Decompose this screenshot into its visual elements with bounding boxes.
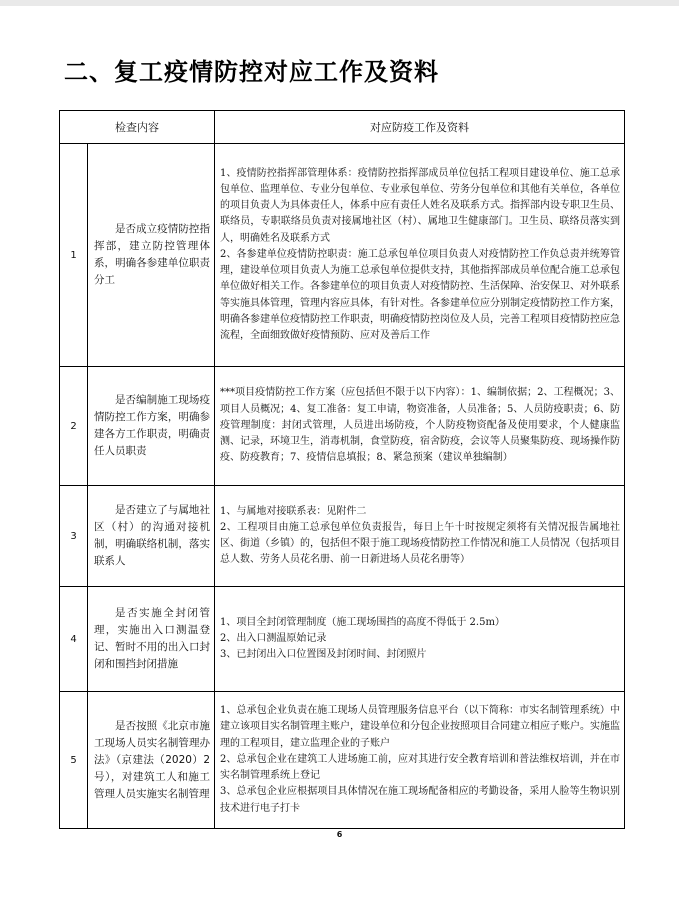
check-item: 是否建立了与属地社区（村）的沟通对接机制，明确联络机制，落实联系人 xyxy=(88,486,215,587)
table-row xyxy=(60,367,625,486)
material-line: 2、工程项目由施工总承包单位负责报告，每日上午十时按规定须将有关情况报告属地社区、街道（乡镇）的，包括但不限于施工现场疫情防控工作情况和施工人员情况（包括项目总人数、劳务人员花名册、前一日新进场人员花名册等） xyxy=(220,521,620,566)
table-header-row xyxy=(60,111,625,144)
material-line: 1、项目全封闭管理制度（施工现场围挡的高度不得低于 2.5m） xyxy=(220,616,505,628)
page-title: 二、复工疫情防控对应工作及资料 xyxy=(64,58,439,86)
material-line: 1、疫情防控指挥部管理体系：疫情防控指挥部成员单位包括工程项目建设单位、施工总承包单位、监理单位、专业分包单位、专业承包单位、劳务分包单位和其他有关单位，各单位的项目负责人为具体责任人，体系中应有责任人姓名及联系方式。指挥部内设专职卫生员、联络员，专职联络员负责对接属地社区（村）、属地卫生健康部门。卫生员、联络员落实到人，明确姓名及联系方式 xyxy=(220,167,620,244)
inspection-table xyxy=(59,110,625,829)
table-row xyxy=(60,486,625,587)
page-number: 6 xyxy=(336,830,343,839)
header-materials: 对应防疫工作及资料 xyxy=(215,111,625,144)
material-line: 1、与属地对接联系表：见附件二 xyxy=(220,505,367,517)
material-line: ***项目疫情防控工作方案（应包括但不限于以下内容）：1、编制依据；2、工程概况；3、项目人员概况；4、复工准备：复工申请，物资准备，人员准备；5、人员防疫职责；6、防疫管理制度：封闭式管理，人员进出场防疫，个人防疫物资配备及使用要求，个人健康监测、记录，环境卫生，消毒机制，食堂防疫，宿舍防疫，会议等人员聚集防疫、现场操作防疫、防疫教育；7、疫情信息填报；8、紧急预案（建议单独编制） xyxy=(220,387,620,464)
row-number: 5 xyxy=(60,692,88,829)
table-row xyxy=(60,587,625,692)
material-line: 2、各参建单位疫情防控职责：施工总承包单位项目负责人对疫情防控工作负总责并统筹管理，建设单位项目负责人为施工总承包单位提供支持，其他指挥部成员单位配合施工总承包单位做好相关工作。各参建单位的项目负责人对疫情防控、生活保障、治安保卫、对外联系等实施具体管理，管理内容应具体，有针对性。各参建单位应分别制定疫情防控工作方案，明确各参建单位疫情防控工作职责，明确疫情防控岗位及人员，完善工程项目疫情防控应急流程，全面细致做好疫情预防、应对及善后工作 xyxy=(220,248,620,341)
material-line: 1、总承包企业负责在施工现场人员管理服务信息平台（以下简称：市实名制管理系统）中建立该项目实名制管理主账户，建设单位和分包企业按照项目合同建立相应子账户。实施监理的工程项目，建立监理企业的子账户 xyxy=(220,705,620,749)
table-row xyxy=(60,692,625,829)
table-row xyxy=(60,144,625,367)
row-number: 1 xyxy=(60,144,88,367)
materials-cell xyxy=(215,144,625,367)
materials-cell xyxy=(215,587,625,692)
materials-cell xyxy=(215,367,625,486)
page-top-strip xyxy=(0,0,679,6)
material-line: 2、总承包企业在建筑工人进场施工前，应对其进行安全教育培训和普法维权培训，并在市实名制管理系统上登记 xyxy=(220,753,620,782)
row-number: 2 xyxy=(60,367,88,486)
material-line: 3、总承包企业应根据项目具体情况在施工现场配备相应的考勤设备，采用人脸等生物识别技术进行电子打卡 xyxy=(220,786,620,814)
materials-cell xyxy=(215,692,625,829)
check-item: 是否按照《北京市施工现场人员实名制管理办法》（京建法（2020）2号），对建筑工人和施工管理人员实施实名制管理 xyxy=(88,692,215,829)
material-line: 2、出入口测温原始记录 xyxy=(220,632,327,644)
check-item: 是否成立疫情防控指挥部，建立防控管理体系，明确各参建单位职责分工 xyxy=(88,144,215,367)
row-number: 4 xyxy=(60,587,88,692)
check-item: 是否实施全封闭管理，实施出入口测温登记、暂时不用的出入口封闭和围挡封闭措施 xyxy=(88,587,215,692)
material-line: 3、已封闭出入口位置图及封闭时间、封闭照片 xyxy=(220,649,427,661)
check-item: 是否编制施工现场疫情防控工作方案，明确参建各方工作职责，明确责任人员职责 xyxy=(88,367,215,486)
materials-cell xyxy=(215,486,625,587)
row-number: 3 xyxy=(60,486,88,587)
header-check-content: 检查内容 xyxy=(60,111,215,144)
